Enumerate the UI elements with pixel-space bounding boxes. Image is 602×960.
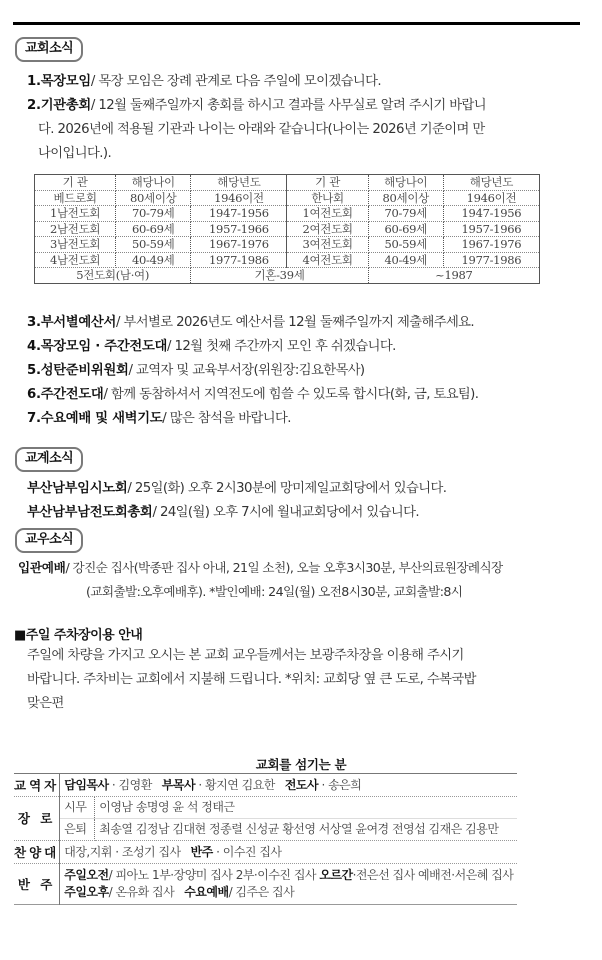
staff-table bbox=[14, 773, 517, 905]
age-table-last-row: 5전도회(남·여) 기혼-39세 ~1987 bbox=[35, 268, 540, 284]
news-item-2: 2.기관총회/ 12월 둘째주일까지 총회를 하시고 결과를 사무실로 알려 주시기 바랍니 bbox=[27, 98, 486, 113]
age-table-row: 4남전도회 40-49세 1977-1986 4여전도회 40-49세 1977-1986 bbox=[35, 252, 540, 268]
parking-line-1: 주일에 차량을 가지고 오시는 본 교회 교우들께서는 보광주차장을 이용해 주시기 bbox=[27, 648, 464, 663]
age-table bbox=[34, 174, 540, 284]
parking-line-3: 맞은편 bbox=[27, 696, 64, 711]
member-item-1-cont: (교회출발:오후예배후). *발인예배: 24일(월) 오전8시30분, 교회출발:8시 bbox=[86, 584, 463, 599]
badge-church-news: 교회소식 bbox=[15, 37, 83, 62]
staff-row-elders-retired: 은퇴 최송열 김정남 김대현 정종렬 신성균 황선영 서상열 윤여경 전영섭 김재은 김용만 bbox=[14, 819, 517, 841]
parking-line-2: 바랍니다. 주차비는 교회에서 지불해 드립니다. *위치: 교회당 옆 큰 도로, 수복국밥 bbox=[27, 672, 476, 687]
age-table-row: 1남전도회 70-79세 1947-1956 1여전도회 70-79세 1947-1956 bbox=[35, 206, 540, 222]
news-item-3: 3.부서별예산서/ 부서별로 2026년도 예산서를 12월 둘째주일까지 제출해주세요. bbox=[27, 315, 475, 330]
staff-row-ministers: 교역자 담임목사 · 김영환 부목사 · 황지연 김요한 전도사 · 송은희 bbox=[14, 774, 517, 797]
staff-row-accompanist: 반 주 주일오전/ 피아노 1부·장양미 집사 2부·이수진 집사 오르간·전은선 집사 예배전·서은혜 집사 주일오후/ 온유화 집사 수요예배/ 김주은 집사 bbox=[14, 864, 517, 905]
news-item-5: 5.성탄준비위원회/ 교역자 및 교육부서장(위원장:김요한목사) bbox=[27, 363, 365, 378]
news-item-4: 4.목장모임 · 주간전도대/ 12월 첫째 주간까지 모인 후 쉬겠습니다. bbox=[27, 339, 396, 354]
age-table-row: 2남전도회 60-69세 1957-1966 2여전도회 60-69세 1957-1966 bbox=[35, 221, 540, 237]
age-table-row: 3남전도회 50-59세 1967-1976 3여전도회 50-59세 1967-1976 bbox=[35, 237, 540, 253]
staff-row-elders-active: 장 로 시무 이영남 송명영 윤 석 정태근 bbox=[14, 797, 517, 819]
parking-title: ■주일 주차장이용 안내 bbox=[14, 628, 143, 643]
age-table-row: 베드로회 80세이상 1946이전 한나회 80세이상 1946이전 bbox=[35, 190, 540, 206]
age-table-header: 기 관 해당나이 해당년도 기 관 해당나이 해당년도 bbox=[35, 175, 540, 191]
badge-presbytery-news: 교계소식 bbox=[15, 447, 83, 472]
news-item-7: 7.수요예배 및 새벽기도/ 많은 참석을 바랍니다. bbox=[27, 411, 291, 426]
presbytery-item-1: 부산남부임시노회/ 25일(화) 오후 2시30분에 망미제일교회당에서 있습니다. bbox=[27, 481, 447, 496]
presbytery-item-2: 부산남부남전도회총회/ 24일(월) 오후 7시에 월내교회당에서 있습니다. bbox=[27, 505, 420, 520]
top-rule bbox=[13, 22, 580, 25]
member-item-1: 입관예배/ 강진순 집사(박종판 집사 아내, 21일 소천), 오늘 오후3시30분, 부산의료원장례식장 bbox=[18, 560, 503, 575]
news-item-6: 6.주간전도대/ 함께 동참하셔서 지역전도에 힘쓸 수 있도록 합시다(화, 금, 토요팀). bbox=[27, 387, 479, 402]
news-item-1: 1.목장모임/ 목장 모임은 장례 관계로 다음 주일에 모이겠습니다. bbox=[27, 74, 381, 89]
news-item-2-cont2: 나이입니다.). bbox=[38, 146, 112, 161]
staff-title: 교회를 섬기는 분 bbox=[255, 757, 347, 772]
news-item-2-cont: 다. 2026년에 적용될 기관과 나이는 아래와 같습니다(나이는 2026년 기준이며 만 bbox=[38, 122, 485, 137]
badge-member-news: 교우소식 bbox=[15, 528, 83, 553]
staff-row-choir: 찬양대 대장,지휘 · 조성기 집사 반주 · 이수진 집사 bbox=[14, 841, 517, 864]
